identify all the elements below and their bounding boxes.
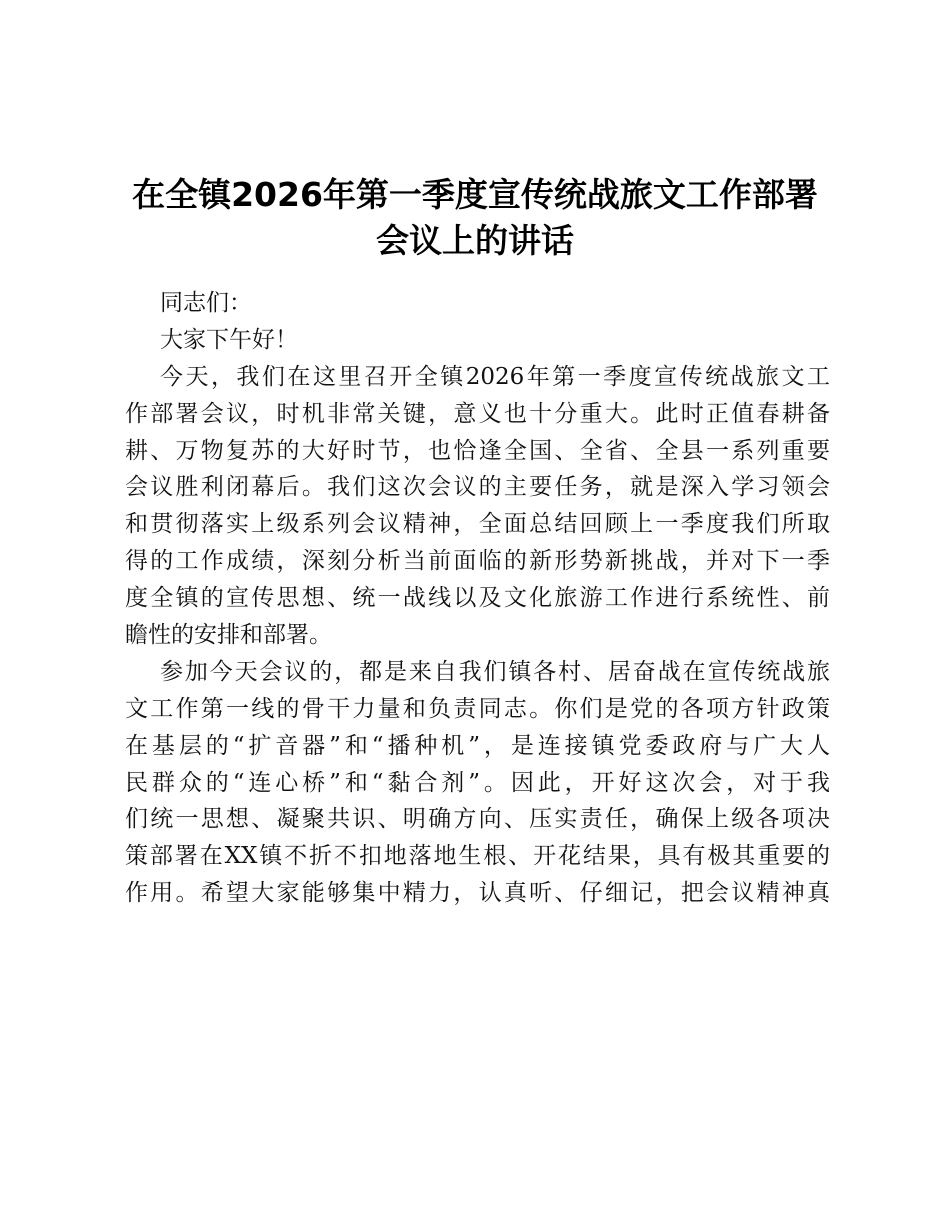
paragraph-1-line: 作部署会议，时机非常关键，意义也十分重大。此时正值春耕备 bbox=[125, 400, 830, 427]
title-line-1: 在全镇2026年第一季度宣传统战旅文工作部署 bbox=[132, 175, 818, 214]
title-line-2: 会议上的讲话 bbox=[376, 221, 574, 260]
paragraph-1-line: 度全镇的宣传思想、统一战线以及文化旅游工作进行系统性、前 bbox=[125, 585, 830, 612]
paragraph-1-line: 耕、万物复苏的大好时节，也恰逢全国、全省、全县一系列重要 bbox=[125, 437, 830, 464]
paragraph-2-line: 作用。希望大家能够集中精力，认真听、仔细记，把会议精神真 bbox=[125, 880, 830, 907]
paragraph-1-line: 得的工作成绩，深刻分析当前面临的新形势新挑战，并对下一季 bbox=[125, 548, 830, 575]
paragraph-1-line: 和贯彻落实上级系列会议精神，全面总结回顾上一季度我们所取 bbox=[125, 511, 830, 538]
paragraph-2-line: 民群众的“连心桥”和“黏合剂”。因此，开好这次会，对于我 bbox=[125, 769, 830, 796]
paragraph-1-line: 会议胜利闭幕后。我们这次会议的主要任务，就是深入学习领会 bbox=[125, 474, 830, 501]
paragraph-1-line: 今天，我们在这里召开全镇2026年第一季度宣传统战旅文工 bbox=[160, 363, 830, 390]
paragraph-2-line: 策部署在XX镇不折不扣地落地生根、开花结果，具有极其重要的 bbox=[125, 843, 830, 870]
paragraph-2-line: 们统一思想、凝聚共识、明确方向、压实责任，确保上级各项决 bbox=[125, 806, 830, 833]
paragraph-2-line: 在基层的“扩音器”和“播种机”，是连接镇党委政府与广大人 bbox=[125, 732, 830, 759]
paragraph-2-line: 参加今天会议的，都是来自我们镇各村、居奋战在宣传统战旅 bbox=[160, 658, 830, 685]
paragraph-1-line: 瞻性的安排和部署。 bbox=[125, 622, 332, 649]
document-body bbox=[125, 285, 830, 912]
document-title bbox=[100, 172, 850, 264]
greeting: 大家下午好！ bbox=[160, 326, 298, 353]
salutation: 同志们： bbox=[160, 290, 252, 316]
paragraph-2-line: 文工作第一线的骨干力量和负责同志。你们是党的各项方针政策 bbox=[125, 695, 830, 722]
